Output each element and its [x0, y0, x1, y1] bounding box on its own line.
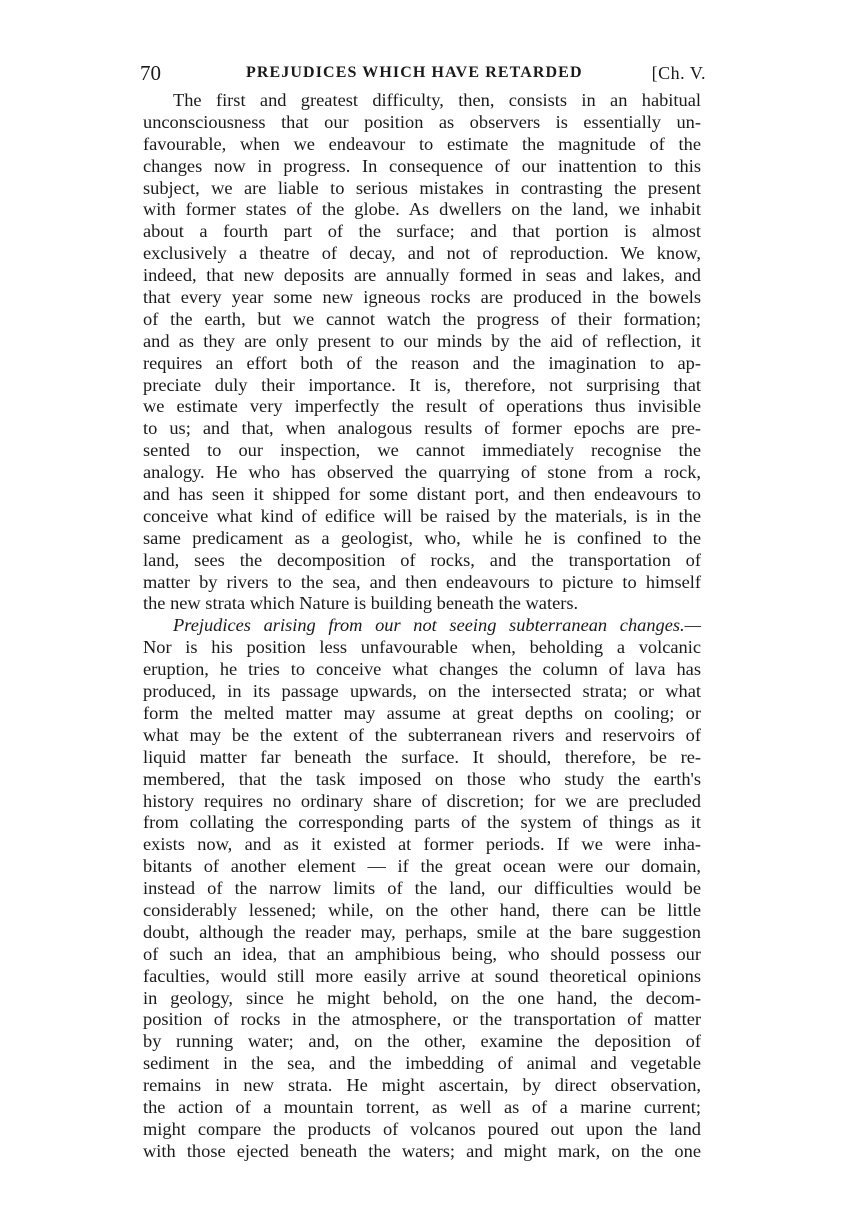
paragraph-2 — [143, 615, 701, 1162]
running-head — [140, 58, 706, 88]
section-heading: Prejudices arising from our not seeing subterranean changes.— — [173, 615, 701, 636]
text-line: about a fourth part of the surface; and that portion is almost — [143, 221, 701, 242]
text-line: in geology, since he might behold, on the one hand, the decom- — [143, 987, 701, 1008]
text-line: exclusively a theatre of decay, and not of reproduction. We know, — [143, 243, 701, 264]
text-line: and has seen it shipped for some distant port, and then endeavours to — [143, 484, 701, 505]
text-line: with those ejected beneath the waters; and might mark, on the one — [143, 1140, 701, 1161]
text-line: doubt, although the reader may, perhaps, smile at the bare suggestion — [143, 921, 701, 942]
text-line: land, sees the decomposition of rocks, and the transportation of — [143, 549, 701, 570]
body-text — [143, 90, 701, 1163]
text-line: indeed, that new deposits are annually formed in seas and lakes, and — [143, 265, 701, 286]
text-line: requires an effort both of the reason and the imagination to ap- — [143, 352, 701, 373]
text-line: preciate duly their importance. It is, therefore, not surprising that — [143, 374, 701, 395]
paragraph-1 — [143, 90, 701, 615]
text-line: and as they are only present to our minds by the aid of reflection, it — [143, 330, 701, 351]
text-line: of such an idea, that an amphibious being, who should possess our — [143, 943, 701, 964]
text-line: matter by rivers to the sea, and then endeavours to picture to himself — [143, 571, 701, 592]
text-line: analogy. He who has observed the quarrying of stone from a rock, — [143, 462, 701, 483]
text-line: changes now in progress. In consequence of our inattention to this — [143, 155, 701, 176]
text-line: we estimate very imperfectly the result of operations thus invisible — [143, 396, 701, 417]
text-line: The first and greatest difficulty, then, consists in an habitual — [173, 90, 701, 110]
text-line: by running water; and, on the other, examine the deposition of — [143, 1031, 701, 1052]
text-line: position of rocks in the atmosphere, or the transportation of matter — [143, 1009, 701, 1030]
text-line: sediment in the sea, and the imbedding of animal and vegetable — [143, 1053, 701, 1074]
text-line: from collating the corresponding parts of the system of things as it — [143, 812, 701, 833]
text-line: of the earth, but we cannot watch the progress of their formation; — [143, 308, 701, 329]
text-line: subject, we are liable to serious mistakes in contrasting the present — [143, 177, 701, 198]
text-line: exists now, and as it existed at former periods. If we were inha- — [143, 834, 701, 855]
text-line: to us; and that, when analogous results of former epochs are pre- — [143, 418, 701, 439]
text-line: Nor is his position less unfavourable when, beholding a volcanic — [143, 637, 701, 658]
text-line: membered, that the task imposed on those who study the earth's — [143, 768, 701, 789]
text-line: considerably lessened; while, on the other hand, there can be little — [143, 899, 701, 920]
text-line: produced, in its passage upwards, on the intersected strata; or what — [143, 681, 701, 702]
text-line: might compare the products of volcanos poured out upon the land — [143, 1118, 701, 1139]
text-line: bitants of another element — if the great ocean were our domain, — [143, 856, 701, 877]
text-line: same predicament as a geologist, who, while he is confined to the — [143, 527, 701, 548]
text-line: the new strata which Nature is building beneath the waters. — [143, 593, 579, 614]
text-line: what may be the extent of the subterranean rivers and reservoirs of — [143, 724, 701, 745]
text-line: liquid matter far beneath the surface. It should, therefore, be re- — [143, 746, 701, 767]
text-line: favourable, when we endeavour to estimate the magnitude of the — [143, 133, 701, 154]
text-line: faculties, would still more easily arrive at sound theoretical opinions — [143, 965, 701, 986]
text-line: conceive what kind of edifice will be raised by the materials, is in the — [143, 505, 701, 526]
text-line: history requires no ordinary share of discretion; for we are precluded — [143, 790, 701, 811]
text-line: with former states of the globe. As dwellers on the land, we inhabit — [143, 199, 701, 220]
text-line: form the melted matter may assume at great depths on cooling; or — [143, 702, 701, 723]
text-line: that every year some new igneous rocks are produced in the bowels — [143, 287, 701, 308]
running-title: PREJUDICES WHICH HAVE RETARDED — [246, 64, 583, 81]
text-line: instead of the narrow limits of the land, our difficulties would be — [143, 878, 701, 899]
text-line: sented to our inspection, we cannot immediately recognise the — [143, 440, 701, 461]
text-line: unconsciousness that our position as observers is essentially un- — [143, 111, 701, 132]
text-line: remains in new strata. He might ascertain, by direct observation, — [143, 1075, 701, 1096]
chapter-reference: [Ch. V. — [651, 63, 706, 83]
text-line: eruption, he tries to conceive what changes the column of lava has — [143, 659, 701, 680]
text-line: the action of a mountain torrent, as well as of a marine current; — [143, 1096, 701, 1117]
page-number: 70 — [140, 61, 161, 85]
